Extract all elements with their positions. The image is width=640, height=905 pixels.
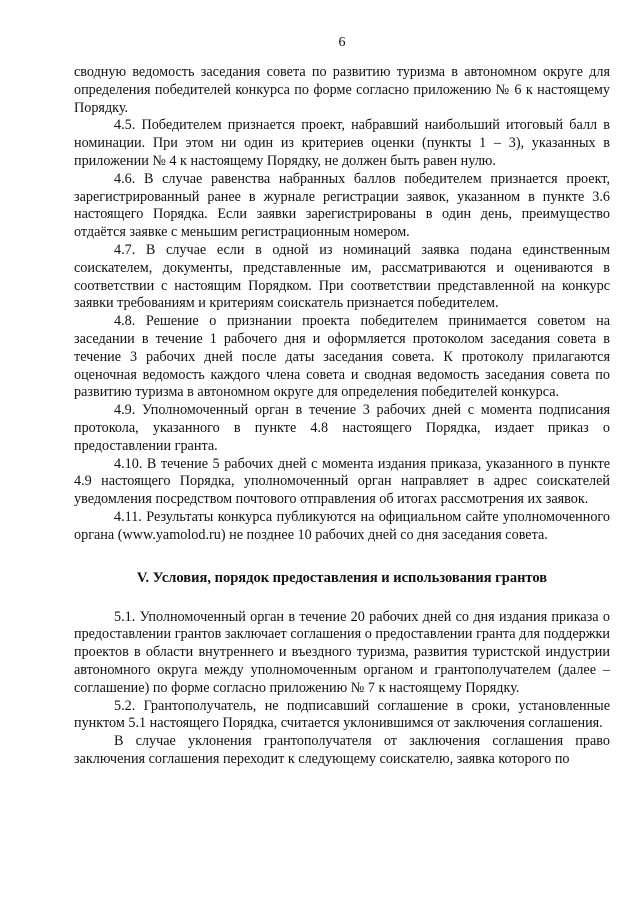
paragraph-5-1: 5.1. Уполномоченный орган в течение 20 рабочих дней со дня издания приказа о предоставлении грантов заключает соглашения о предоставлении гранта для поддержки проектов в области внутреннего и въездного туризма, развития туристской индустрии автономного округа между уполномоченным органом и грантополучателем (далее – соглашение) по форме согласно приложению № 7 к настоящему Порядку. <box>74 608 610 696</box>
paragraph-4-10: 4.10. В течение 5 рабочих дней с момента издания приказа, указанного в пункте 4.9 настоящего Порядка, уполномоченный орган направляет в адрес соискателей уведомления посредством почтового отправления об итогах рассмотрения их заявок. <box>74 455 610 508</box>
paragraph-4-8: 4.8. Решение о признании проекта победителем принимается советом на заседании в течение 1 рабочего дня и оформляется протоколом заседания совета в течение 3 рабочих дней после даты заседания совета. К протоколу прилагаются оценочная ведомость каждого члена совета и сводная ведомость заседания совета по развитию туризма в автономном округе для определения победителей конкурса. <box>74 313 610 401</box>
paragraph-4-5: 4.5. Победителем признается проект, набравший наибольший итоговый балл в номинации. При этом ни один из критериев оценки (пункты 1 – 3), указанных в приложении № 4 к настоящему Порядку, не должен быть равен нулю. <box>74 117 610 169</box>
paragraph-4-7: 4.7. В случае если в одной из номинаций заявка подана единственным соискателем, документы, представленные им, рассматриваются и оцениваются в соответствии с настоящим Порядком. При соответствии представленной на конкурс заявки требованиям и критериям соискатель признается победителем. <box>74 241 610 312</box>
page-number: 6 <box>338 35 346 50</box>
section-4-text <box>74 64 610 545</box>
paragraph: сводную ведомость заседания совета по развитию туризма в автономном округе для определения победителей конкурса по форме согласно приложению № 6 к настоящему Порядку. <box>74 64 610 116</box>
section-5-text <box>74 609 610 769</box>
section-heading: V. Условия, порядок предоставления и использования грантов <box>136 569 548 586</box>
paragraph-4-11: 4.11. Результаты конкурса публикуются на официальном сайте уполномоченного органа (www.yamolod.ru) не позднее 10 рабочих дней со дня заседания совета. <box>74 508 610 543</box>
paragraph-5-2: 5.2. Грантополучатель, не подписавший соглашение в сроки, установленные пунктом 5.1 настоящего Порядка, считается уклонившимся от заключения соглашения. <box>74 697 610 732</box>
paragraph-evasion: В случае уклонения грантополучателя от заключения соглашения право заключения соглашения переходит к следующему соискателю, заявка которого по <box>74 733 610 767</box>
paragraph-4-6: 4.6. В случае равенства набранных баллов победителем признается проект, зарегистрированный ранее в журнале регистрации заявок, указанном в пункте 3.6 настоящего Порядка. Если заявки зарегистрированы в один день, преимущество отдаётся заявке с меньшим регистрационным номером. <box>74 170 610 241</box>
paragraph-4-9: 4.9. Уполномоченный орган в течение 3 рабочих дней с момента подписания протокола, указанного в пункте 4.8 настоящего Порядка, издает приказ о предоставлении гранта. <box>74 402 610 454</box>
